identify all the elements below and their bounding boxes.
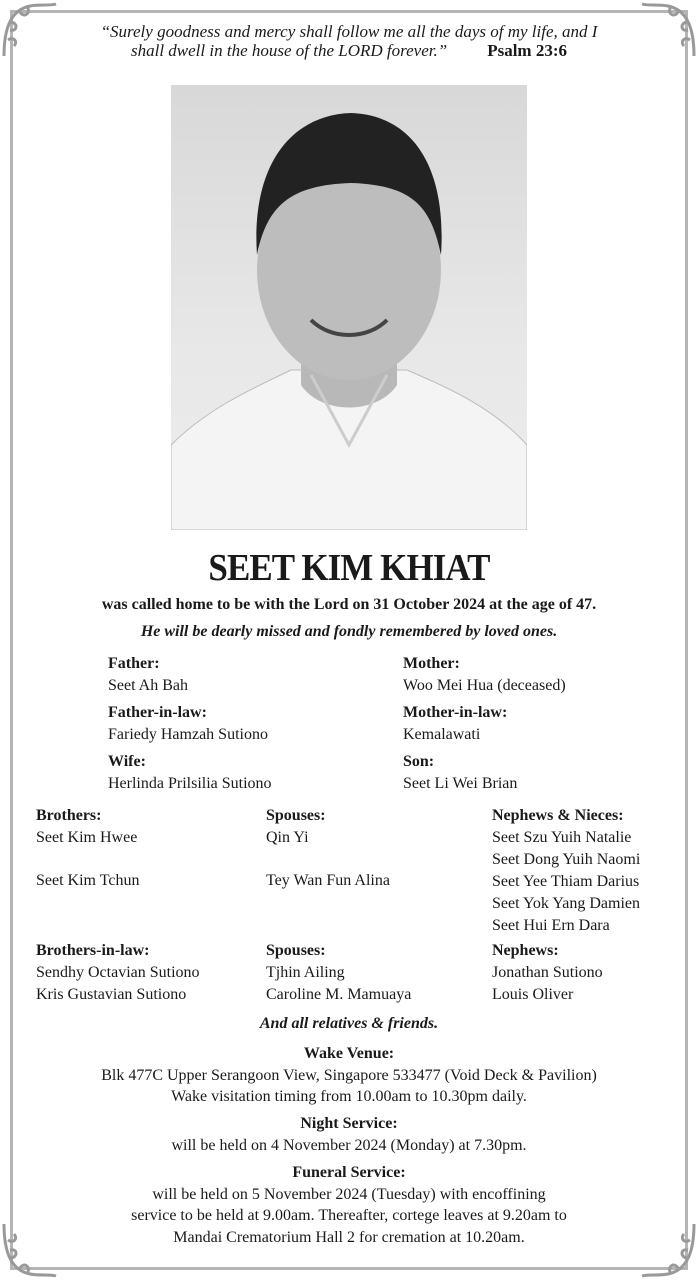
brothers-list: Brothers: Seet Kim Hwee Seet Kim Tchun bbox=[36, 807, 140, 889]
portrait-photo bbox=[171, 85, 527, 530]
bible-quote bbox=[0, 22, 698, 60]
funeral-service-section: Funeral Service: will be held on 5 November 2024 (Tuesday) with encoffining service to be held at 9.00am. Thereafter, cortege leaves at 9.20am to Mandai Crematorium Hall 2 for cremation at 10.20am. bbox=[131, 1164, 567, 1246]
brothers-in-law-list: Brothers-in-law: Sendhy Octavian Sutiono Kris Gustavian Sutiono bbox=[36, 942, 200, 1003]
family-mother: Mother: Woo Mei Hua (deceased) bbox=[403, 655, 566, 694]
deceased-name: SEET KIM KHIAT bbox=[208, 547, 490, 589]
nephews-list: Nephews: Jonathan Sutiono Louis Oliver bbox=[492, 942, 603, 1003]
family-mother-in-law: Mother-in-law: Kemalawati bbox=[403, 704, 508, 743]
quote-line-1: “Surely goodness and mercy shall follow me all the days of my life, and I bbox=[100, 22, 598, 41]
wake-section: Wake Venue: Blk 477C Upper Serangoon View, Singapore 533477 (Void Deck & Pavilion) Wake visitation timing from 10.00am to 10.30pm daily. bbox=[101, 1045, 597, 1105]
spouses-in-law-list: Spouses: Tjhin Ailing Caroline M. Mamuaya bbox=[266, 942, 412, 1003]
spouses-list: Spouses: Qin Yi Tey Wan Fun Alina bbox=[266, 807, 390, 889]
quote-line-2: shall dwell in the house of the LORD forever.” bbox=[130, 41, 448, 60]
family-father-in-law: Father-in-law: Fariedy Hamzah Sutiono bbox=[108, 704, 268, 743]
nephews-nieces-list: Nephews & Nieces: Seet Szu Yuih Natalie Seet Dong Yuih Naomi Seet Yee Thiam Darius Seet Yok Yang Damien Seet Hui Ern Dara bbox=[492, 807, 641, 934]
family-father: Father: Seet Ah Bah bbox=[108, 655, 188, 694]
quote-reference: Psalm 23:6 bbox=[487, 41, 567, 60]
family-wife: Wife: Herlinda Prilsilia Sutiono bbox=[108, 753, 272, 792]
relatives-line: And all relatives & friends. bbox=[259, 1015, 439, 1032]
announcement: was called home to be with the Lord on 31 October 2024 at the age of 47. bbox=[101, 596, 597, 613]
family-son: Son: Seet Li Wei Brian bbox=[403, 753, 518, 792]
tribute: He will be dearly missed and fondly remembered by loved ones. bbox=[140, 623, 558, 640]
night-service-section: Night Service: will be held on 4 November 2024 (Monday) at 7.30pm. bbox=[171, 1115, 527, 1154]
